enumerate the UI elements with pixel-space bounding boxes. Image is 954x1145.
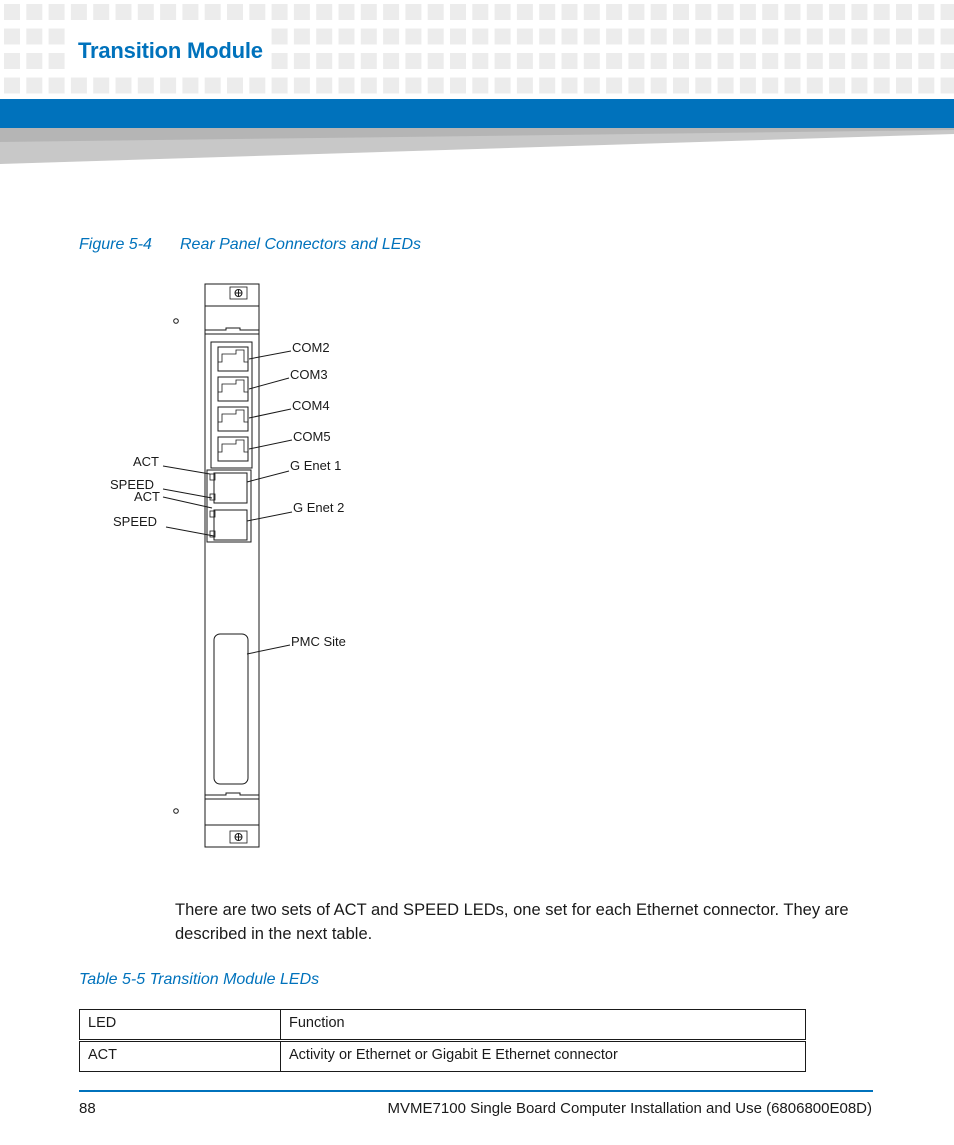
com5-port-icon: [218, 437, 248, 461]
header-pattern-square: [428, 78, 444, 94]
header-pattern-square: [628, 29, 644, 45]
com3-port-icon: [218, 377, 248, 401]
header-pattern-square: [182, 4, 198, 20]
header-pattern-square: [4, 29, 20, 45]
header-pattern-square: [517, 78, 533, 94]
genet1-port-icon: [210, 473, 247, 503]
header-pattern-square: [4, 53, 20, 69]
label-act-1: ACT: [133, 454, 159, 469]
header-pattern-square: [316, 53, 332, 69]
header-pattern-square: [918, 29, 934, 45]
header-pattern-square: [49, 4, 65, 20]
page-header-title: Transition Module: [78, 38, 263, 63]
header-pattern-square: [584, 78, 600, 94]
header-pattern-square: [673, 29, 689, 45]
header-pattern-square: [762, 53, 778, 69]
header-pattern-square: [450, 78, 466, 94]
label-com2: COM2: [292, 340, 330, 355]
header-pattern-square: [584, 29, 600, 45]
header-pattern-square: [896, 78, 912, 94]
header-pattern-square: [205, 4, 221, 20]
header-pattern-square: [762, 4, 778, 20]
header-pattern-square: [695, 4, 711, 20]
table-header-led: LED: [80, 1010, 281, 1041]
header-pattern-square: [472, 53, 488, 69]
header-pattern-square: [695, 29, 711, 45]
header-pattern-square: [116, 78, 132, 94]
label-genet1: G Enet 1: [290, 458, 342, 473]
header-pattern-square: [918, 53, 934, 69]
header-pattern-square: [450, 29, 466, 45]
header-pattern-square: [272, 4, 288, 20]
header-pattern-square: [49, 78, 65, 94]
header-pattern-square: [517, 53, 533, 69]
rear-panel-figure: [0, 270, 954, 860]
label-genet2: G Enet 2: [293, 500, 345, 515]
header-pattern-square: [718, 29, 734, 45]
header-pattern-square: [628, 53, 644, 69]
header-pattern-square: [918, 4, 934, 20]
header-pattern-square: [517, 29, 533, 45]
com2-port-icon: [218, 347, 248, 371]
header-pattern-square: [383, 4, 399, 20]
header-pattern-square: [606, 53, 622, 69]
table-cell-function: Activity or Ethernet or Gigabit E Ethernet connector: [281, 1041, 806, 1072]
header-pattern-square: [896, 53, 912, 69]
header-pattern-square: [517, 4, 533, 20]
header-pattern-square: [361, 29, 377, 45]
label-com4: COM4: [292, 398, 330, 413]
com4-port-icon: [218, 407, 248, 431]
top-mount-hole-icon: [174, 319, 179, 324]
leds-table: [79, 1009, 806, 1072]
label-act-2: ACT: [134, 489, 160, 504]
header-pattern-square: [695, 53, 711, 69]
table-row: [80, 1041, 806, 1072]
header-pattern-square: [740, 29, 756, 45]
header-pattern-square: [93, 4, 109, 20]
header-pattern-square: [851, 29, 867, 45]
table-header-function: Function: [281, 1010, 806, 1041]
label-com5: COM5: [293, 429, 331, 444]
header-pattern-square: [26, 29, 42, 45]
header-pattern-square: [182, 78, 198, 94]
header-pattern-square: [874, 78, 890, 94]
genet2-port-icon: [210, 510, 247, 540]
header-pattern-square: [584, 4, 600, 20]
header-pattern-square: [26, 78, 42, 94]
header-pattern-square: [941, 29, 954, 45]
figure-title: Rear Panel Connectors and LEDs: [180, 236, 422, 253]
header-gray-swoosh: [0, 128, 954, 164]
header-pattern-square: [383, 29, 399, 45]
header-pattern-square: [628, 4, 644, 20]
header-pattern-square: [896, 29, 912, 45]
header-pattern-square: [785, 53, 801, 69]
header-pattern-square: [227, 4, 243, 20]
figure-caption: [79, 236, 422, 254]
header-pattern-square: [785, 29, 801, 45]
header-pattern-square: [718, 4, 734, 20]
header-pattern-square: [383, 78, 399, 94]
header-pattern-square: [428, 53, 444, 69]
header-pattern-square: [562, 4, 578, 20]
header-pattern-square: [495, 29, 511, 45]
pmc-site-slot: [214, 634, 248, 784]
header-pattern-square: [294, 4, 310, 20]
header-pattern-square: [71, 78, 87, 94]
header-pattern-square: [316, 78, 332, 94]
header-pattern-square: [829, 4, 845, 20]
header-pattern-square: [472, 78, 488, 94]
header-pattern-square: [383, 53, 399, 69]
header-pattern-square: [851, 53, 867, 69]
header-pattern-square: [539, 29, 555, 45]
label-speed-2: SPEED: [113, 514, 158, 529]
header-pattern-square: [874, 53, 890, 69]
header-pattern-square: [740, 53, 756, 69]
header-pattern-square: [339, 78, 355, 94]
header-pattern-square: [785, 4, 801, 20]
header-pattern-square: [160, 4, 176, 20]
header-pattern-square: [606, 4, 622, 20]
header-pattern-square: [405, 29, 421, 45]
header-pattern-square: [138, 78, 154, 94]
header-pattern-square: [339, 4, 355, 20]
header-pattern-square: [539, 53, 555, 69]
header-pattern-square: [405, 53, 421, 69]
header-pattern-square: [651, 29, 667, 45]
header-pattern-square: [294, 78, 310, 94]
header-pattern-square: [740, 78, 756, 94]
header-pattern-square: [71, 4, 87, 20]
body-paragraph: There are two sets of ACT and SPEED LEDs, one set for each Ethernet connector. They are described in the next table.: [175, 901, 849, 943]
header-pattern-square: [851, 78, 867, 94]
header-pattern-square: [807, 78, 823, 94]
header-pattern-square: [160, 78, 176, 94]
header-pattern-square: [718, 53, 734, 69]
header-pattern-square: [941, 4, 954, 20]
header-pattern-square: [316, 29, 332, 45]
header-pattern-square: [405, 78, 421, 94]
header-pattern-square: [249, 4, 265, 20]
header-pattern-square: [272, 53, 288, 69]
header-pattern-square: [829, 78, 845, 94]
header-pattern-square: [829, 53, 845, 69]
header-pattern-square: [941, 53, 954, 69]
header-pattern-square: [651, 78, 667, 94]
header-pattern-square: [294, 53, 310, 69]
header-pattern-square: [450, 53, 466, 69]
table-cell-led: ACT: [80, 1041, 281, 1072]
footer-rule: [79, 1090, 873, 1092]
footer-document-title: MVME7100 Single Board Computer Installation and Use (6806800E08D): [387, 1100, 872, 1117]
header-pattern-square: [495, 78, 511, 94]
header-pattern-square: [740, 4, 756, 20]
header-pattern-square: [807, 4, 823, 20]
header-pattern-square: [227, 78, 243, 94]
table-header-row: [80, 1010, 806, 1041]
header-pattern-square: [405, 4, 421, 20]
header-pattern-square: [316, 4, 332, 20]
header-pattern-square: [651, 4, 667, 20]
header-pattern-square: [651, 53, 667, 69]
header-pattern-square: [807, 53, 823, 69]
header-pattern-square: [249, 78, 265, 94]
header-pattern-square: [829, 29, 845, 45]
bottom-mount-hole-icon: [174, 809, 179, 814]
header-pattern-square: [673, 4, 689, 20]
header-pattern-square: [272, 29, 288, 45]
header-pattern-square: [539, 4, 555, 20]
header-pattern-square: [918, 78, 934, 94]
header-pattern-square: [49, 29, 65, 45]
header-pattern-square: [472, 29, 488, 45]
header-pattern-square: [874, 4, 890, 20]
header-pattern-square: [606, 29, 622, 45]
header-pattern-square: [495, 53, 511, 69]
header-pattern-square: [294, 29, 310, 45]
header-pattern-square: [718, 78, 734, 94]
label-pmc-site: PMC Site: [291, 634, 346, 649]
header-pattern-square: [562, 78, 578, 94]
table-caption: Table 5-5 Transition Module LEDs: [79, 971, 320, 988]
header-pattern-square: [450, 4, 466, 20]
header-pattern-square: [472, 4, 488, 20]
header-pattern-square: [941, 78, 954, 94]
label-com3: COM3: [290, 367, 328, 382]
panel-outline: [205, 284, 259, 847]
header-pattern-square: [272, 78, 288, 94]
bottom-handle: [205, 825, 259, 847]
header-pattern-square: [539, 78, 555, 94]
label-speed-1: SPEED: [110, 477, 155, 492]
header-pattern-square: [361, 78, 377, 94]
header-pattern-square: [4, 4, 20, 20]
header-blue-bar: [0, 99, 954, 128]
header-pattern-square: [205, 78, 221, 94]
header-pattern-square: [4, 78, 20, 94]
header-pattern-square: [695, 78, 711, 94]
header-pattern-square: [428, 29, 444, 45]
header-pattern-square: [896, 4, 912, 20]
header-pattern-square: [762, 78, 778, 94]
header-pattern-square: [26, 4, 42, 20]
header-pattern-square: [584, 53, 600, 69]
header-pattern-square: [762, 29, 778, 45]
header-pattern-square: [562, 53, 578, 69]
header-pattern-square: [606, 78, 622, 94]
header-pattern-square: [851, 4, 867, 20]
header-pattern-square: [785, 78, 801, 94]
header-pattern-square: [807, 29, 823, 45]
com-block: [211, 342, 252, 468]
header-pattern-square: [673, 78, 689, 94]
header-pattern-square: [116, 4, 132, 20]
header-pattern-square: [628, 78, 644, 94]
header-pattern-square: [26, 53, 42, 69]
header-pattern-square: [49, 53, 65, 69]
figure-number: Figure 5-4: [79, 236, 152, 253]
header-pattern-square: [339, 53, 355, 69]
header-pattern-square: [93, 78, 109, 94]
header-pattern-square: [673, 53, 689, 69]
header-pattern-square: [495, 4, 511, 20]
footer-page-number: 88: [79, 1100, 96, 1117]
header-pattern-square: [874, 29, 890, 45]
header-pattern-square: [428, 4, 444, 20]
header-pattern-square: [339, 29, 355, 45]
header-pattern-square: [138, 4, 154, 20]
header-pattern-square: [361, 53, 377, 69]
header-pattern-square: [562, 29, 578, 45]
header-pattern-square: [361, 4, 377, 20]
